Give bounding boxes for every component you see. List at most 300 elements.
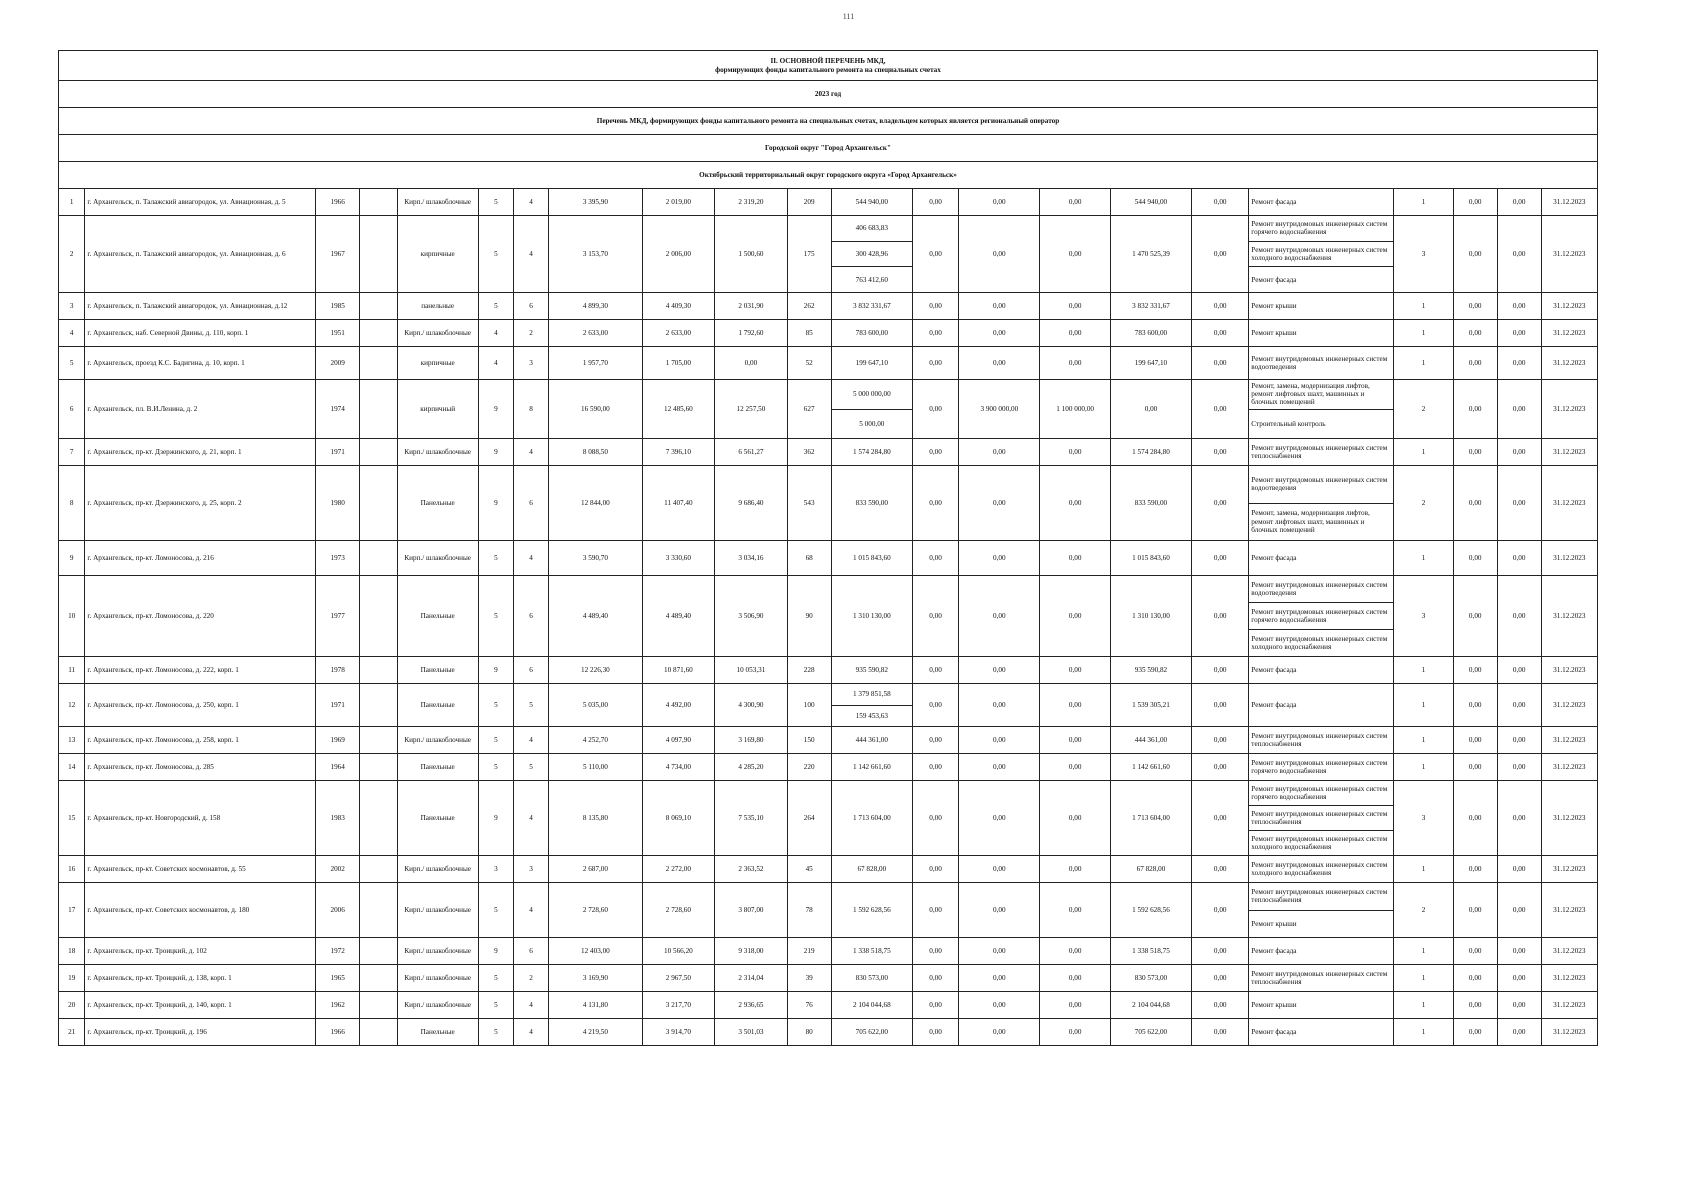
build-year: 2006 [316, 883, 360, 938]
title-line-1: II. ОСНОВНОЙ ПЕРЕЧЕНЬ МКД, [770, 57, 886, 66]
address: г. Архангельск, пр-кт. Новгородский, д. 158 [85, 781, 316, 856]
completion-date: 31.12.2023 [1541, 347, 1597, 380]
list-subtitle: Перечень МКД, формирующих фонды капитального ремонта на специальных счетах, владельцем которых является региональный оператор [59, 108, 1598, 135]
residents: 264 [787, 781, 831, 856]
fund-owners: 833 590,00 [1110, 466, 1191, 541]
work-type-item: Ремонт внутридомовых инженерных систем теплоснабжения [1251, 969, 1388, 986]
row-number: 7 [59, 439, 85, 466]
blank-col [360, 965, 397, 992]
build-year: 1985 [316, 293, 360, 320]
entrances: 6 [514, 466, 549, 541]
work-type-item: Ремонт внутридомовых инженерных систем горячего водоснабжения [1249, 602, 1393, 629]
fund-owners: 1 142 661,60 [1110, 754, 1191, 781]
entrances: 4 [514, 992, 549, 1019]
fund-local: 0,00 [1040, 293, 1110, 320]
floors: 4 [478, 347, 513, 380]
fund-owners: 2 104 044,68 [1110, 992, 1191, 1019]
address: г. Архангельск, пр-кт. Ломоносова, д. 216 [85, 541, 316, 576]
fund-federal: 0,00 [912, 380, 958, 439]
entrances: 4 [514, 541, 549, 576]
address: г. Архангельск, пр-кт. Дзержинского, д. 21, корп. 1 [85, 439, 316, 466]
completion-date: 31.12.2023 [1541, 293, 1597, 320]
blank-col [360, 938, 397, 965]
unit-cost: 0,00 [1453, 657, 1497, 684]
living-area: 2 031,90 [715, 293, 788, 320]
floors: 4 [478, 320, 513, 347]
work-cost-item: 5 000,00 [832, 409, 912, 439]
table-row [59, 541, 1598, 576]
floors: 5 [478, 754, 513, 781]
residential-area: 4 492,00 [642, 684, 715, 727]
residents: 228 [787, 657, 831, 684]
work-type-item: Ремонт фасада [1251, 700, 1297, 709]
fund-owners: 783 600,00 [1110, 320, 1191, 347]
work-type [1249, 684, 1394, 727]
build-year: 1967 [316, 216, 360, 293]
works-count: 1 [1394, 992, 1453, 1019]
work-cost-item: 783 600,00 [855, 328, 888, 337]
work-type [1249, 856, 1394, 883]
wall-material: Кирп./ шлакоблочные [397, 439, 478, 466]
build-year: 1965 [316, 965, 360, 992]
work-type [1249, 541, 1394, 576]
build-year: 2002 [316, 856, 360, 883]
fund-federal: 0,00 [912, 992, 958, 1019]
fund-regional: 0,00 [959, 466, 1040, 541]
works-count: 1 [1394, 965, 1453, 992]
residents: 219 [787, 938, 831, 965]
fund-regional: 0,00 [959, 189, 1040, 216]
fund-owners: 705 622,00 [1110, 1019, 1191, 1046]
residents: 90 [787, 576, 831, 657]
fund-regional: 0,00 [959, 965, 1040, 992]
build-year: 1977 [316, 576, 360, 657]
completion-date: 31.12.2023 [1541, 380, 1597, 439]
unit-cost: 0,00 [1453, 320, 1497, 347]
wall-material: Кирп./ шлакоблочные [397, 992, 478, 1019]
completion-date: 31.12.2023 [1541, 965, 1597, 992]
fund-other: 0,00 [1192, 347, 1249, 380]
works-count: 1 [1394, 189, 1453, 216]
fund-local: 0,00 [1040, 938, 1110, 965]
fund-regional: 3 900 000,00 [959, 380, 1040, 439]
blank-col [360, 380, 397, 439]
works-count: 1 [1394, 754, 1453, 781]
work-cost [831, 883, 912, 938]
fund-regional: 0,00 [959, 439, 1040, 466]
work-type-item: Ремонт внутридомовых инженерных систем холодного водоснабжения [1251, 860, 1388, 877]
residential-area: 3 217,70 [642, 992, 715, 1019]
build-year: 2009 [316, 347, 360, 380]
unit-cost: 0,00 [1453, 380, 1497, 439]
works-count: 1 [1394, 1019, 1453, 1046]
work-type [1249, 216, 1394, 293]
build-year: 1973 [316, 541, 360, 576]
fund-other: 0,00 [1192, 856, 1249, 883]
floors: 5 [478, 965, 513, 992]
work-cost [831, 466, 912, 541]
fund-local: 0,00 [1040, 684, 1110, 727]
fund-local: 0,00 [1040, 856, 1110, 883]
floors: 9 [478, 781, 513, 856]
unit-cost: 0,00 [1453, 466, 1497, 541]
fund-owners: 935 590,82 [1110, 657, 1191, 684]
entrances: 5 [514, 684, 549, 727]
residents: 45 [787, 856, 831, 883]
table-title [59, 51, 1598, 81]
work-cost [831, 380, 912, 439]
work-type [1249, 293, 1394, 320]
living-area: 2 319,20 [715, 189, 788, 216]
build-year: 1974 [316, 380, 360, 439]
fund-federal: 0,00 [912, 727, 958, 754]
entrances: 6 [514, 293, 549, 320]
work-cost-item: 5 000 000,00 [852, 390, 891, 399]
wall-material: Панельные [397, 754, 478, 781]
work-cost-item: 199 647,10 [855, 358, 888, 367]
build-year: 1971 [316, 684, 360, 727]
unit-cost: 0,00 [1453, 856, 1497, 883]
work-type [1249, 439, 1394, 466]
fund-other: 0,00 [1192, 466, 1249, 541]
row-number: 9 [59, 541, 85, 576]
living-area: 3 034,16 [715, 541, 788, 576]
address: г. Архангельск, пр-кт. Советских космонавтов, д. 55 [85, 856, 316, 883]
blank-col [360, 856, 397, 883]
fund-other: 0,00 [1192, 293, 1249, 320]
total-area: 12 844,00 [549, 466, 642, 541]
completion-date: 31.12.2023 [1541, 541, 1597, 576]
work-type [1249, 320, 1394, 347]
fund-owners: 1 713 604,00 [1110, 781, 1191, 856]
wall-material: Панельные [397, 657, 478, 684]
build-year: 1951 [316, 320, 360, 347]
fund-federal: 0,00 [912, 216, 958, 293]
address: г. Архангельск, пр-кт. Троицкий, д. 196 [85, 1019, 316, 1046]
residential-area: 3 914,70 [642, 1019, 715, 1046]
residents: 85 [787, 320, 831, 347]
fund-owners: 830 573,00 [1110, 965, 1191, 992]
fund-regional: 0,00 [959, 216, 1040, 293]
completion-date: 31.12.2023 [1541, 727, 1597, 754]
fund-regional: 0,00 [959, 684, 1040, 727]
fund-local: 0,00 [1040, 1019, 1110, 1046]
row-number: 18 [59, 938, 85, 965]
wall-material: Панельные [397, 1019, 478, 1046]
work-type [1249, 781, 1394, 856]
fund-other: 0,00 [1192, 965, 1249, 992]
works-count: 2 [1394, 466, 1453, 541]
unit-cost: 0,00 [1453, 189, 1497, 216]
residents: 68 [787, 541, 831, 576]
total-area: 3 590,70 [549, 541, 642, 576]
blank-col [360, 657, 397, 684]
entrances: 2 [514, 965, 549, 992]
completion-date: 31.12.2023 [1541, 856, 1597, 883]
residential-area: 12 485,60 [642, 380, 715, 439]
work-type-item: Ремонт внутридомовых инженерных систем водоотведения [1251, 475, 1388, 493]
table-row [59, 380, 1598, 439]
build-year: 1966 [316, 189, 360, 216]
fund-other: 0,00 [1192, 657, 1249, 684]
fund-federal: 0,00 [912, 657, 958, 684]
living-area: 3 169,80 [715, 727, 788, 754]
completion-date: 31.12.2023 [1541, 439, 1597, 466]
residents: 100 [787, 684, 831, 727]
fund-local: 1 100 000,00 [1040, 380, 1110, 439]
fund-local: 0,00 [1040, 320, 1110, 347]
blank-col [360, 347, 397, 380]
row-number: 8 [59, 466, 85, 541]
work-type-item: Ремонт, замена, модернизация лифтов, ремонт лифтовых шахт, машинных и блочных помещений [1251, 381, 1370, 407]
limit-cost: 0,00 [1497, 781, 1541, 856]
fund-other: 0,00 [1192, 1019, 1249, 1046]
living-area: 1 500,60 [715, 216, 788, 293]
living-area: 1 792,60 [715, 320, 788, 347]
total-area: 1 957,70 [549, 347, 642, 380]
entrances: 4 [514, 439, 549, 466]
work-type [1249, 657, 1394, 684]
build-year: 1972 [316, 938, 360, 965]
total-area: 12 226,30 [549, 657, 642, 684]
residential-area: 3 330,60 [642, 541, 715, 576]
fund-local: 0,00 [1040, 657, 1110, 684]
entrances: 4 [514, 216, 549, 293]
residents: 76 [787, 992, 831, 1019]
work-cost-item: 406 683,83 [855, 224, 888, 233]
build-year: 1978 [316, 657, 360, 684]
completion-date: 31.12.2023 [1541, 883, 1597, 938]
work-type-item: Ремонт фасада [1251, 197, 1297, 206]
table-row [59, 216, 1598, 293]
work-type [1249, 576, 1394, 657]
fund-owners: 1 592 628,56 [1110, 883, 1191, 938]
work-type-item: Ремонт фасада [1251, 665, 1297, 674]
completion-date: 31.12.2023 [1541, 657, 1597, 684]
blank-col [360, 466, 397, 541]
blank-col [360, 541, 397, 576]
residential-area: 2 728,60 [642, 883, 715, 938]
limit-cost: 0,00 [1497, 938, 1541, 965]
work-type [1249, 938, 1394, 965]
entrances: 4 [514, 727, 549, 754]
fund-other: 0,00 [1192, 992, 1249, 1019]
work-cost-item: 3 832 331,67 [852, 301, 891, 310]
work-cost [831, 684, 912, 727]
row-number: 11 [59, 657, 85, 684]
fund-regional: 0,00 [959, 781, 1040, 856]
year-heading: 2023 год [59, 81, 1598, 108]
table-row [59, 727, 1598, 754]
address: г. Архангельск, пр-кт. Троицкий, д. 138, корп. 1 [85, 965, 316, 992]
fund-other: 0,00 [1192, 727, 1249, 754]
row-number: 21 [59, 1019, 85, 1046]
residents: 220 [787, 754, 831, 781]
fund-other: 0,00 [1192, 189, 1249, 216]
address: г. Архангельск, п. Талажский авиагородок, ул. Авиационная, д. 5 [85, 189, 316, 216]
wall-material: кирпичные [397, 347, 478, 380]
fund-regional: 0,00 [959, 320, 1040, 347]
residents: 150 [787, 727, 831, 754]
table-row [59, 347, 1598, 380]
address: г. Архангельск, пр-кт. Дзержинского, д. 25, корп. 2 [85, 466, 316, 541]
work-type-item: Ремонт внутридомовых инженерных систем водоотведения [1251, 354, 1388, 371]
floors: 5 [478, 541, 513, 576]
unit-cost: 0,00 [1453, 938, 1497, 965]
residents: 627 [787, 380, 831, 439]
fund-regional: 0,00 [959, 293, 1040, 320]
limit-cost: 0,00 [1497, 347, 1541, 380]
work-cost-item: 1 713 604,00 [852, 813, 891, 822]
limit-cost: 0,00 [1497, 541, 1541, 576]
fund-local: 0,00 [1040, 189, 1110, 216]
work-type-item: Ремонт внутридомовых инженерных систем теплоснабжения [1251, 731, 1388, 748]
residential-area: 7 396,10 [642, 439, 715, 466]
residents: 262 [787, 293, 831, 320]
row-number: 1 [59, 189, 85, 216]
limit-cost: 0,00 [1497, 293, 1541, 320]
work-cost [831, 189, 912, 216]
work-type-item: Ремонт фасада [1251, 553, 1297, 562]
work-cost [831, 657, 912, 684]
table-row [59, 466, 1598, 541]
work-type-item: Ремонт внутридомовых инженерных систем теплоснабжения [1249, 805, 1393, 830]
fund-other: 0,00 [1192, 216, 1249, 293]
blank-col [360, 216, 397, 293]
fund-regional: 0,00 [959, 347, 1040, 380]
work-cost-item: 830 573,00 [855, 973, 888, 982]
work-type-item: Ремонт внутридомовых инженерных систем теплоснабжения [1251, 887, 1388, 905]
fund-owners: 1 539 305,21 [1110, 684, 1191, 727]
entrances: 6 [514, 938, 549, 965]
build-year: 1980 [316, 466, 360, 541]
row-number: 15 [59, 781, 85, 856]
address: г. Архангельск, пр-кт. Ломоносова, д. 258, корп. 1 [85, 727, 316, 754]
row-number: 14 [59, 754, 85, 781]
fund-federal: 0,00 [912, 293, 958, 320]
living-area: 6 561,27 [715, 439, 788, 466]
fund-regional: 0,00 [959, 856, 1040, 883]
fund-owners: 1 338 518,75 [1110, 938, 1191, 965]
work-type-item: Строительный контроль [1249, 409, 1393, 439]
living-area: 9 686,40 [715, 466, 788, 541]
work-cost [831, 1019, 912, 1046]
limit-cost: 0,00 [1497, 466, 1541, 541]
limit-cost: 0,00 [1497, 320, 1541, 347]
work-cost [831, 293, 912, 320]
unit-cost: 0,00 [1453, 439, 1497, 466]
limit-cost: 0,00 [1497, 380, 1541, 439]
work-type-item: Ремонт крыши [1249, 910, 1393, 938]
unit-cost: 0,00 [1453, 576, 1497, 657]
fund-federal: 0,00 [912, 965, 958, 992]
limit-cost: 0,00 [1497, 992, 1541, 1019]
fund-owners: 67 828,00 [1110, 856, 1191, 883]
table-row [59, 856, 1598, 883]
work-type [1249, 992, 1394, 1019]
row-number: 17 [59, 883, 85, 938]
total-area: 2 728,60 [549, 883, 642, 938]
floors: 5 [478, 684, 513, 727]
entrances: 3 [514, 347, 549, 380]
living-area: 2 936,65 [715, 992, 788, 1019]
work-cost-item: 1 142 661,60 [852, 762, 891, 771]
total-area: 2 687,00 [549, 856, 642, 883]
fund-federal: 0,00 [912, 684, 958, 727]
row-number: 16 [59, 856, 85, 883]
table-row [59, 965, 1598, 992]
fund-local: 0,00 [1040, 347, 1110, 380]
floors: 3 [478, 856, 513, 883]
address: г. Архангельск, пр-кт. Ломоносова, д. 222, корп. 1 [85, 657, 316, 684]
fund-local: 0,00 [1040, 965, 1110, 992]
work-cost [831, 541, 912, 576]
residential-area: 2 967,50 [642, 965, 715, 992]
limit-cost: 0,00 [1497, 883, 1541, 938]
fund-local: 0,00 [1040, 466, 1110, 541]
blank-col [360, 684, 397, 727]
unit-cost: 0,00 [1453, 727, 1497, 754]
fund-federal: 0,00 [912, 347, 958, 380]
address: г. Архангельск, п. Талажский авиагородок, ул. Авиационная, д.12 [85, 293, 316, 320]
wall-material: Кирп./ шлакоблочные [397, 965, 478, 992]
work-type-item: Ремонт внутридомовых инженерных систем холодного водоснабжения [1249, 629, 1393, 656]
wall-material: Панельные [397, 684, 478, 727]
residential-area: 2 019,00 [642, 189, 715, 216]
total-area: 5 035,00 [549, 684, 642, 727]
work-type [1249, 380, 1394, 439]
unit-cost: 0,00 [1453, 754, 1497, 781]
works-count: 3 [1394, 576, 1453, 657]
work-type [1249, 883, 1394, 938]
limit-cost: 0,00 [1497, 727, 1541, 754]
work-type-item: Ремонт внутридомовых инженерных систем холодного водоснабжения [1249, 830, 1393, 855]
work-cost-item: 1 338 518,75 [852, 946, 891, 955]
residential-area: 10 871,60 [642, 657, 715, 684]
work-cost [831, 938, 912, 965]
table-row [59, 1019, 1598, 1046]
fund-federal: 0,00 [912, 541, 958, 576]
floors: 5 [478, 992, 513, 1019]
wall-material: Кирп./ шлакоблочные [397, 320, 478, 347]
work-type-item: Ремонт крыши [1251, 301, 1297, 310]
total-area: 4 252,70 [549, 727, 642, 754]
entrances: 8 [514, 380, 549, 439]
completion-date: 31.12.2023 [1541, 754, 1597, 781]
living-area: 3 807,00 [715, 883, 788, 938]
table-row [59, 781, 1598, 856]
build-year: 1983 [316, 781, 360, 856]
work-cost-item: 1 574 284,80 [852, 447, 891, 456]
build-year: 1966 [316, 1019, 360, 1046]
blank-col [360, 439, 397, 466]
row-number: 2 [59, 216, 85, 293]
work-type-item: Ремонт внутридомовых инженерных систем теплоснабжения [1251, 443, 1388, 460]
blank-col [360, 781, 397, 856]
floors: 5 [478, 576, 513, 657]
living-area: 4 285,20 [715, 754, 788, 781]
residential-area: 2 006,00 [642, 216, 715, 293]
completion-date: 31.12.2023 [1541, 781, 1597, 856]
living-area: 7 535,10 [715, 781, 788, 856]
floors: 5 [478, 293, 513, 320]
wall-material: Панельные [397, 466, 478, 541]
unit-cost: 0,00 [1453, 883, 1497, 938]
completion-date: 31.12.2023 [1541, 466, 1597, 541]
work-type-item: Ремонт фасада [1251, 1027, 1297, 1036]
row-number: 19 [59, 965, 85, 992]
floors: 9 [478, 466, 513, 541]
